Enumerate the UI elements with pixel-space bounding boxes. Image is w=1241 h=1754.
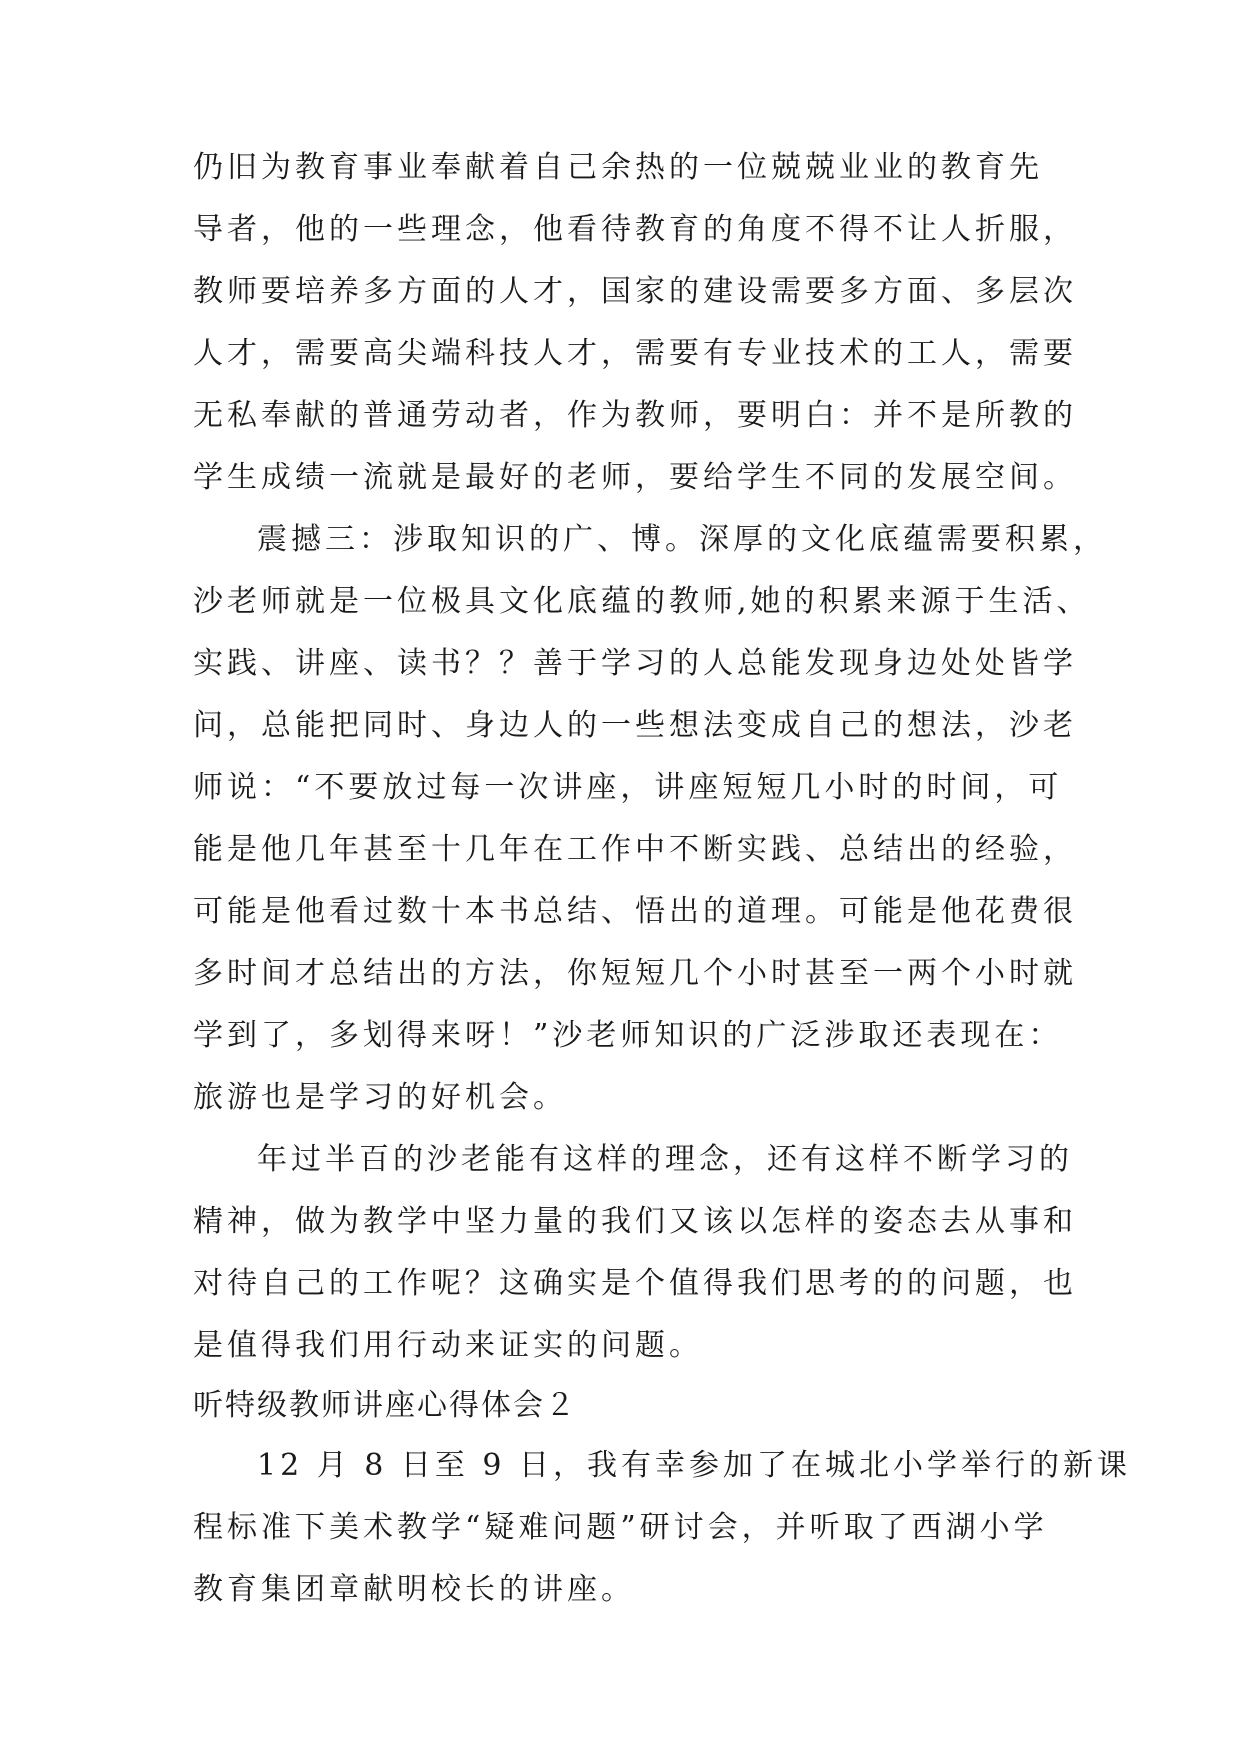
text-line: 沙老师就是一位极具文化底蕴的教师,她的积累来源于生活、 [193, 584, 1091, 619]
text-line: 可能是他看过数十本书总结、悟出的道理。可能是他花费很 [193, 894, 1077, 929]
text-line: 问，总能把同时、身边人的一些想法变成自己的想法，沙老 [193, 708, 1077, 743]
text-line: 仍旧为教育事业奉献着自己余热的一位兢兢业业的教育先 [193, 150, 1043, 185]
text-line: 程标准下美术教学“疑难问题”研讨会，并听取了西湖小学 [193, 1510, 1048, 1545]
text-line: 导者，他的一些理念，他看待教育的角度不得不让人折服， [193, 212, 1077, 247]
section-heading: 听特级教师讲座心得体会２ [193, 1388, 577, 1423]
text-line: 能是他几年甚至十几年在工作中不断实践、总结出的经验， [193, 832, 1077, 867]
text-line: 师说：“不要放过每一次讲座，讲座短短几小时的时间，可 [193, 770, 1063, 805]
text-line: 教师要培养多方面的人才，国家的建设需要多方面、多层次 [193, 274, 1077, 309]
text-line: 旅游也是学习的好机会。 [193, 1080, 567, 1115]
text-line: 教育集团章献明校长的讲座。 [193, 1572, 635, 1607]
paragraph-first-line: 12 月 8 日至 9 日，我有幸参加了在城北小学举行的新课 [257, 1448, 1132, 1483]
text-line: 对待自己的工作呢？这确实是个值得我们思考的的问题，也 [193, 1266, 1077, 1301]
paragraph-first-line: 震撼三：涉取知识的广、博。深厚的文化底蕴需要积累， [257, 522, 1107, 557]
text-line: 是值得我们用行动来证实的问题。 [193, 1328, 703, 1363]
text-line: 精神，做为教学中坚力量的我们又该以怎样的姿态去从事和 [193, 1204, 1077, 1239]
text-line: 学生成绩一流就是最好的老师，要给学生不同的发展空间。 [193, 460, 1077, 495]
text-line: 无私奉献的普通劳动者，作为教师，要明白：并不是所教的 [193, 398, 1077, 433]
text-line: 人才，需要高尖端科技人才，需要有专业技术的工人，需要 [193, 336, 1077, 371]
text-line: 实践、讲座、读书？？善于学习的人总能发现身边处处皆学 [193, 646, 1077, 681]
paragraph-first-line: 年过半百的沙老能有这样的理念，还有这样不断学习的 [257, 1142, 1073, 1177]
text-line: 多时间才总结出的方法，你短短几个小时甚至一两个小时就 [193, 956, 1077, 991]
text-line: 学到了，多划得来呀！”沙老师知识的广泛涉取还表现在： [193, 1018, 1063, 1053]
